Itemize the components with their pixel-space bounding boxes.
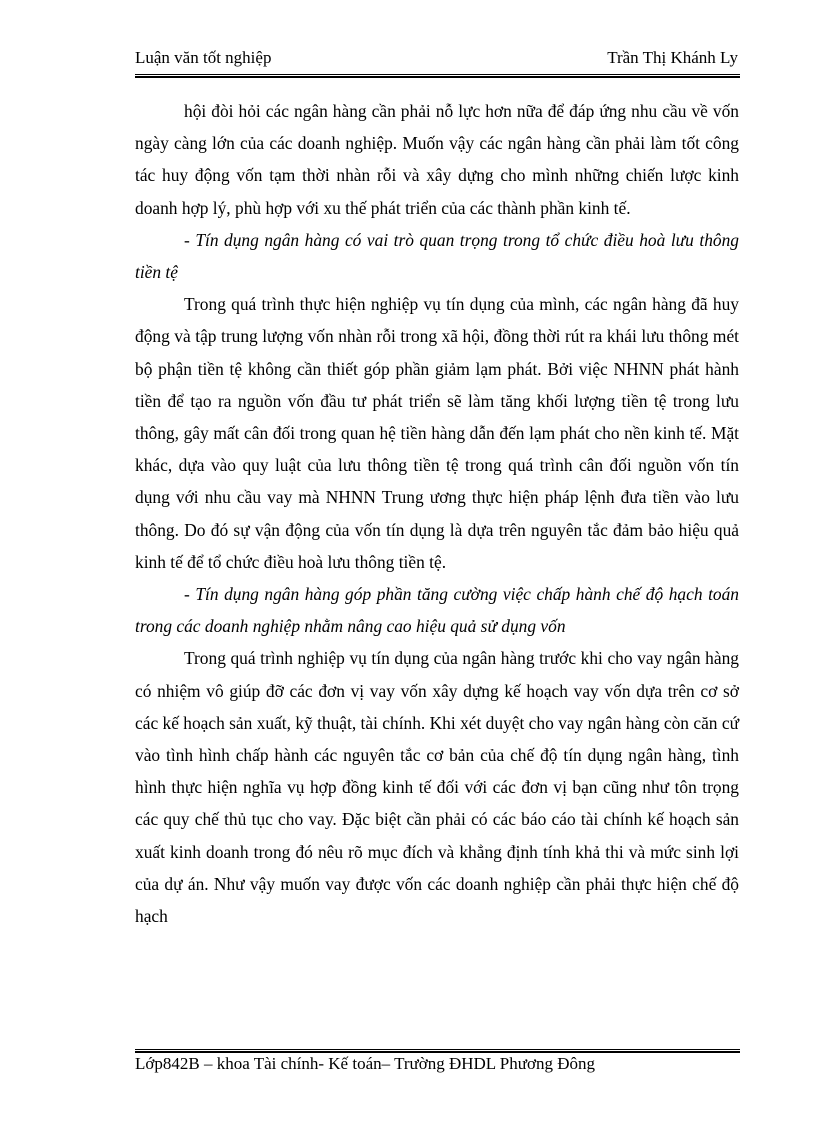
header-author: Trần Thị Khánh Ly <box>607 48 738 67</box>
page-header <box>135 48 740 74</box>
section-heading-accounting-regime: - Tín dụng ngân hàng góp phần tăng cường việc chấp hành chế độ hạch toán trong các doanh nghiệp nhằm nâng cao hiệu quả sử dụng vốn <box>135 584 739 637</box>
paragraph-accounting-regime: Trong quá trình nghiệp vụ tín dụng của ngân hàng trước khi cho vay ngân hàng có nhiệm vô giúp đỡ các đơn vị vay vốn xây dựng kế hoạch vay vốn dựa trên cơ sở các kế hoạch sản xuất, kỹ thuật, tài chính. Khi xét duyệt cho vay ngân hàng còn căn cứ vào tình hình chấp hành các nguyên tắc cơ bản của chế độ tín dụng ngân hàng, tình hình thực hiện nghĩa vụ hợp đồng kinh tế đối với các đơn vị bạn cũng như tôn trọng các quy chế thủ tục cho vay. Đặc biệt cần phải có các báo cáo tài chính kế hoạch sản xuất kinh doanh trong đó nêu rõ mục đích và khẳng định tính khả thi và mức sinh lợi của dự án. Như vậy muốn vay được vốn các doanh nghiệp cần phải thực hiện chế độ hạch <box>135 648 739 927</box>
header-title: Luận văn tốt nghiệp <box>135 48 272 67</box>
section-heading-money-circulation: - Tín dụng ngân hàng có vai trò quan trọng trong tổ chức điều hoà lưu thông tiền tệ <box>135 229 739 283</box>
header-divider <box>135 74 740 78</box>
paragraph-continuation: hội đòi hỏi các ngân hàng cần phải nỗ lực hơn nữa để đáp ứng nhu cầu về vốn ngày càng lớn của các doanh nghiệp. Muốn vậy các ngân hàng cần phải làm tốt công tác huy động vốn tạm thời nhàn rỗi và xây dựng cho mình những chiến lược kinh doanh hợp lý, phù hợp với xu thế phát triển của các thành phần kinh tế. <box>135 101 739 218</box>
paragraph-money-circulation: Trong quá trình thực hiện nghiệp vụ tín dụng của mình, các ngân hàng đã huy động và tập trung lượng vốn nhàn rỗi trong xã hội, đồng thời rút ra khái lưu thông mét bộ phận tiền tệ không cần thiết góp phần giảm lạm phát. Bởi việc NHNN phát hành tiền để tạo ra nguồn vốn đầu tư phát triển sẽ làm tăng khối lượng tiền tệ trong lưu thông, gây mất cân đối trong quan hệ tiền hàng dẫn đến lạm phát cho nền kinh tế. Mặt khác, dựa vào quy luật của lưu thông tiền tệ trong quá trình cân đối nguồn vốn tín dụng với nhu cầu vay mà NHNN Trung ương thực hiện pháp lệnh đưa tiền vào lưu thông. Do đó sự vận động của vốn tín dụng là dựa trên nguyên tắc đảm bảo hiệu quả kinh tế để tổ chức điều hoà lưu thông tiền tệ. <box>135 294 739 572</box>
page-footer: Lớp842B – khoa Tài chính- Kế toán– Trường ĐHDL Phương Đông <box>135 1054 595 1073</box>
document-body <box>135 95 739 932</box>
footer-divider <box>135 1049 740 1053</box>
